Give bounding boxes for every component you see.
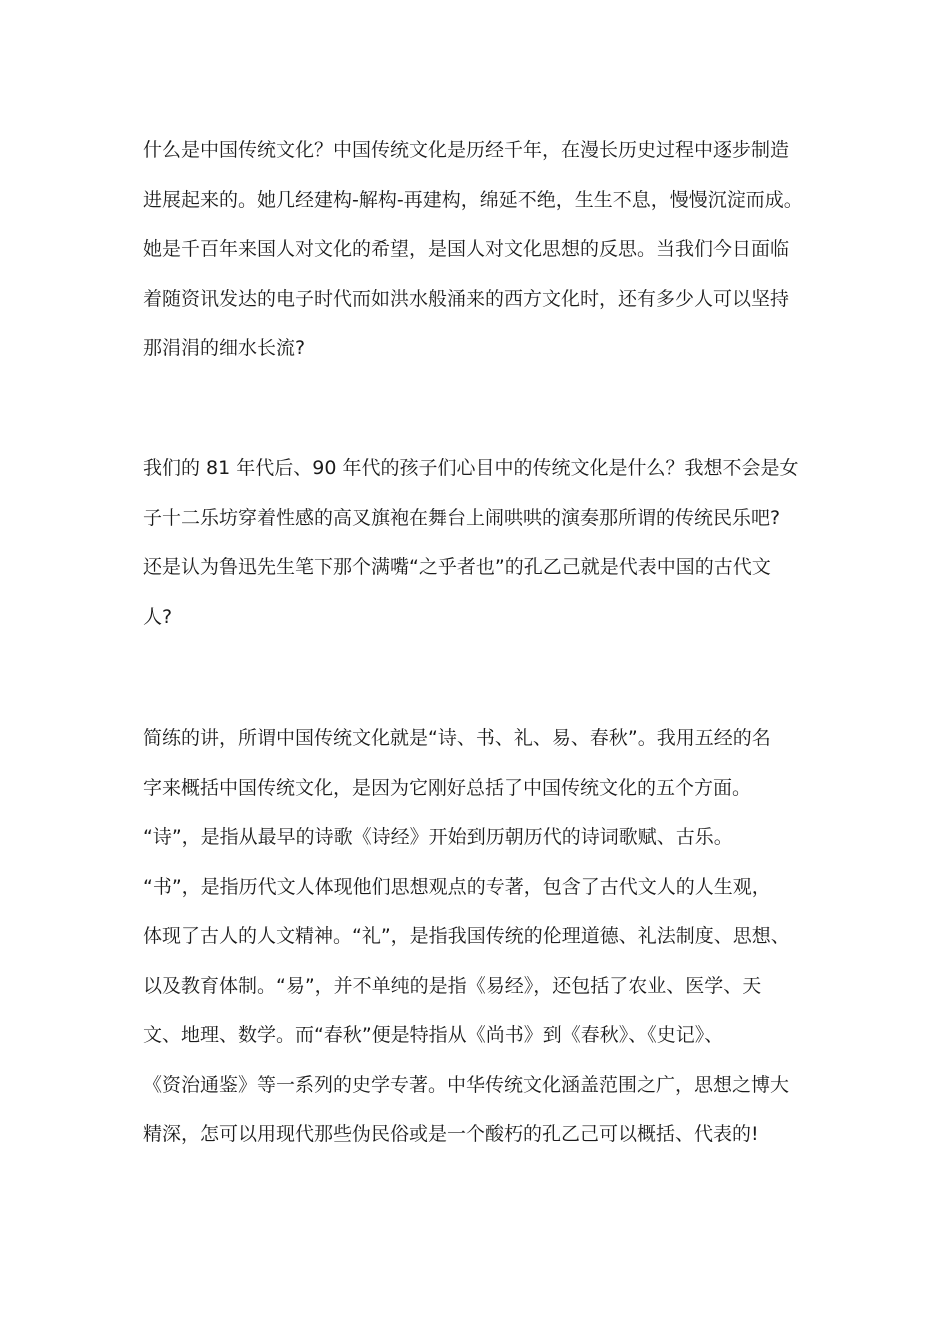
text-line: 体现了古人的人文精神。“礼”，是指我国传统的伦理道德、礼法制度、思想、 xyxy=(143,925,790,947)
paragraph-intro xyxy=(143,126,813,374)
text-line: 文、地理、数学。而“春秋”便是特指从《尚书》到《春秋》、《史记》、 xyxy=(143,1024,724,1046)
text-line: 那涓涓的细水长流? xyxy=(143,337,306,359)
text-line: 子十二乐坊穿着性感的高叉旗袍在舞台上闹哄哄的演奏那所谓的传统民乐吧? xyxy=(143,506,781,529)
text-line: 进展起来的。她几经建构-解构-再建构，绵延不绝，生生不息，慢慢沉淀而成。 xyxy=(143,188,803,211)
text-line: 着随资讯发达的电子时代而如洪水般涌来的西方文化时，还有多少人可以坚持 xyxy=(143,287,790,310)
paragraph-definition xyxy=(143,714,813,1160)
text-line: 简练的讲，所谓中国传统文化就是“诗、书、礼、易、春秋”。我用五经的名 xyxy=(143,727,771,749)
text-line: 什么是中国传统文化？中国传统文化是历经千年，在漫长历史过程中逐步制造 xyxy=(143,139,790,161)
text-line: 我们的 81 年代后、90 年代的孩子们心目中的传统文化是什么？我想不会是女 xyxy=(143,457,799,479)
text-line: “书”，是指历代文人体现他们思想观点的专著，包含了古代文人的人生观， xyxy=(143,875,771,898)
text-line: 《资治通鉴》等一系列的史学专著。中华传统文化涵盖范围之广，思想之博大 xyxy=(143,1073,790,1096)
text-line: 她是千百年来国人对文化的希望，是国人对文化思想的反思。当我们今日面临 xyxy=(143,238,790,260)
text-line: 字来概括中国传统文化，是因为它刚好总括了中国传统文化的五个方面。 xyxy=(143,776,752,799)
text-line: “诗”，是指从最早的诗歌《诗经》开始到历朝历代的诗词歌赋、古乐。 xyxy=(143,826,733,848)
text-line: 人? xyxy=(143,605,173,628)
text-line: 还是认为鲁迅先生笔下那个满嘴“之乎者也”的孔乙己就是代表中国的古代文 xyxy=(143,556,771,578)
text-line: 精深，怎可以用现代那些伪民俗或是一个酸朽的孔乙己可以概括、代表的! xyxy=(143,1123,759,1145)
paragraph-question xyxy=(143,444,813,642)
text-line: 以及教育体制。“易”，并不单纯的是指《易经》，还包括了农业、医学、天 xyxy=(143,974,762,997)
